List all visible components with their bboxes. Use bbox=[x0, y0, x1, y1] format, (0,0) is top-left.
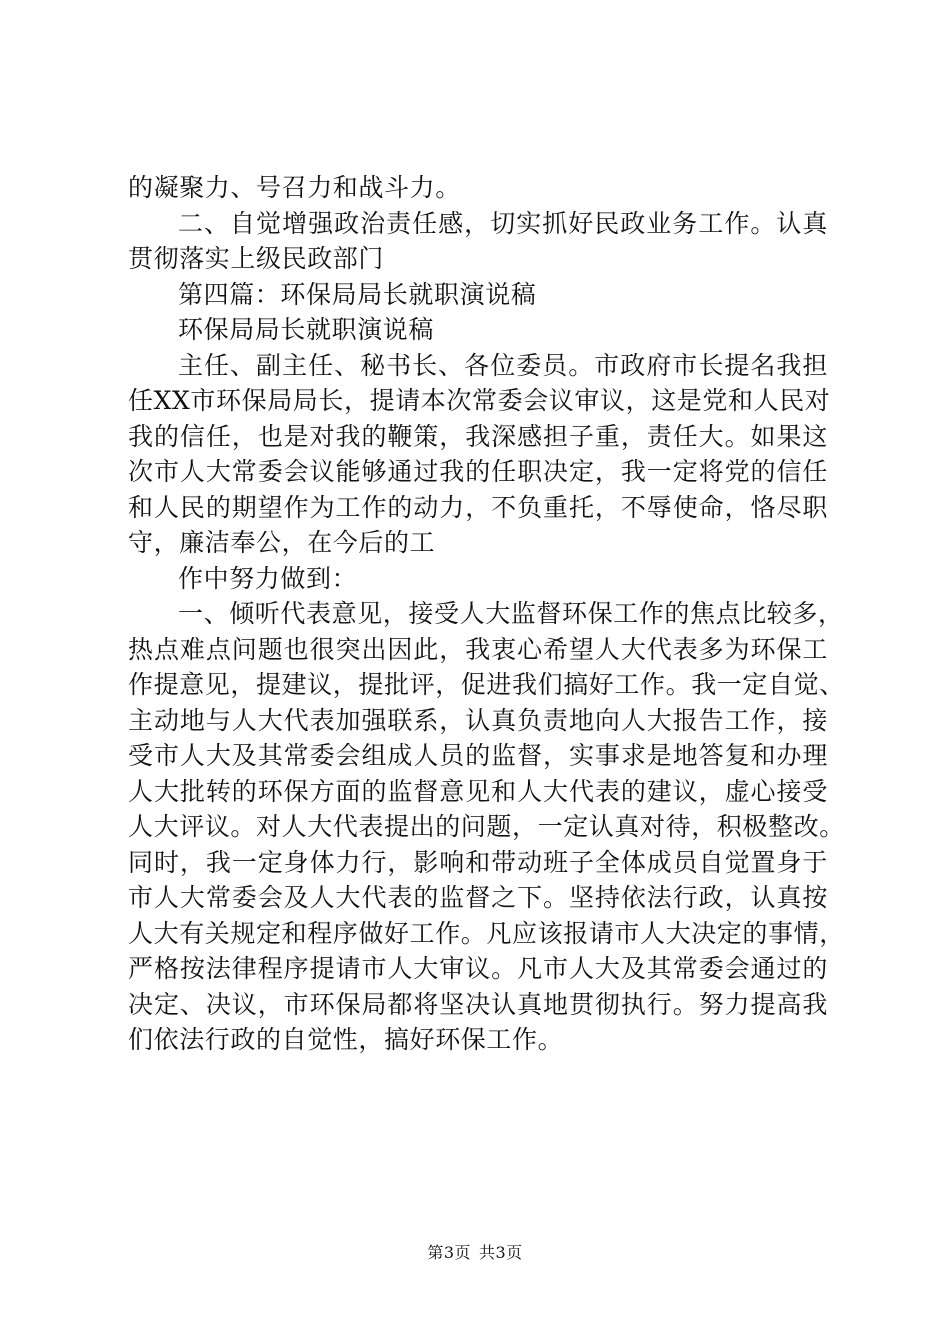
text-line: 主动地与人大代表加强联系，认真负责地向人大报告工作，接 bbox=[128, 705, 828, 735]
text-line: 热点难点问题也很突出因此，我衷心希望人大代表多为环保工 bbox=[128, 634, 828, 664]
text-line: 环保局局长就职演说稿 bbox=[178, 315, 435, 344]
text-line: 守，廉洁奉公，在今后的工 bbox=[128, 528, 436, 557]
text-line: 人大批转的环保方面的监督意见和人大代表的建议，虚心接受 bbox=[128, 776, 828, 806]
text-line: 二、自觉增强政治责任感，切实抓好民政业务工作。认真 bbox=[178, 208, 828, 238]
text-line: 受市人大及其常委会组成人员的监督，实事求是地答复和办理 bbox=[128, 741, 828, 770]
text-line: 决定、决议，市环保局都将坚决认真地贯彻执行。努力提高我 bbox=[128, 989, 828, 1019]
text-line: 次市人大常委会议能够通过我的任职决定，我一定将党的信任 bbox=[128, 457, 828, 486]
text-line: 我的信任，也是对我的鞭策，我深感担子重，责任大。如果这 bbox=[128, 421, 828, 451]
text-line: 人大有关规定和程序做好工作。凡应该报请市人大决定的事情， bbox=[128, 918, 845, 948]
page-footer bbox=[0, 1243, 950, 1263]
text-line: 作提意见，提建议，提批评，促进我们搞好工作。我一定自觉、 bbox=[128, 670, 845, 699]
text-line: 作中努力做到： bbox=[178, 563, 358, 593]
text-line: 严格按法律程序提请市人大审议。凡市人大及其常委会通过的 bbox=[128, 954, 828, 983]
text-line: 和人民的期望作为工作的动力，不负重托，不辱使命，恪尽职 bbox=[128, 492, 828, 522]
text-line: 一、倾听代表意见，接受人大监督环保工作的焦点比较多， bbox=[178, 599, 844, 628]
text-line: 任XX市环保局局长，提请本次常委会议审议，这是党和人民对 bbox=[128, 386, 831, 415]
text-line: 贯彻落实上级民政部门 bbox=[128, 244, 385, 273]
page-number-current: 第3页 bbox=[427, 1243, 471, 1262]
text-line: 第四篇：环保局局长就职演说稿 bbox=[178, 279, 537, 309]
page-number-total: 共3页 bbox=[479, 1243, 523, 1262]
text-line: 的凝聚力、号召力和战斗力。 bbox=[128, 173, 461, 202]
text-line: 主任、副主任、秘书长、各位委员。市政府市长提名我担 bbox=[178, 350, 828, 380]
text-line: 市人大常委会及人大代表的监督之下。坚持依法行政，认真按 bbox=[128, 883, 828, 912]
text-line: 同时，我一定身体力行，影响和带动班子全体成员自觉置身于 bbox=[128, 847, 828, 877]
document-body bbox=[128, 170, 845, 1058]
text-line: 们依法行政的自觉性，搞好环保工作。 bbox=[128, 1025, 564, 1054]
text-line: 人大评议。对人大代表提出的问题，一定认真对待，积极整改。 bbox=[128, 812, 845, 841]
